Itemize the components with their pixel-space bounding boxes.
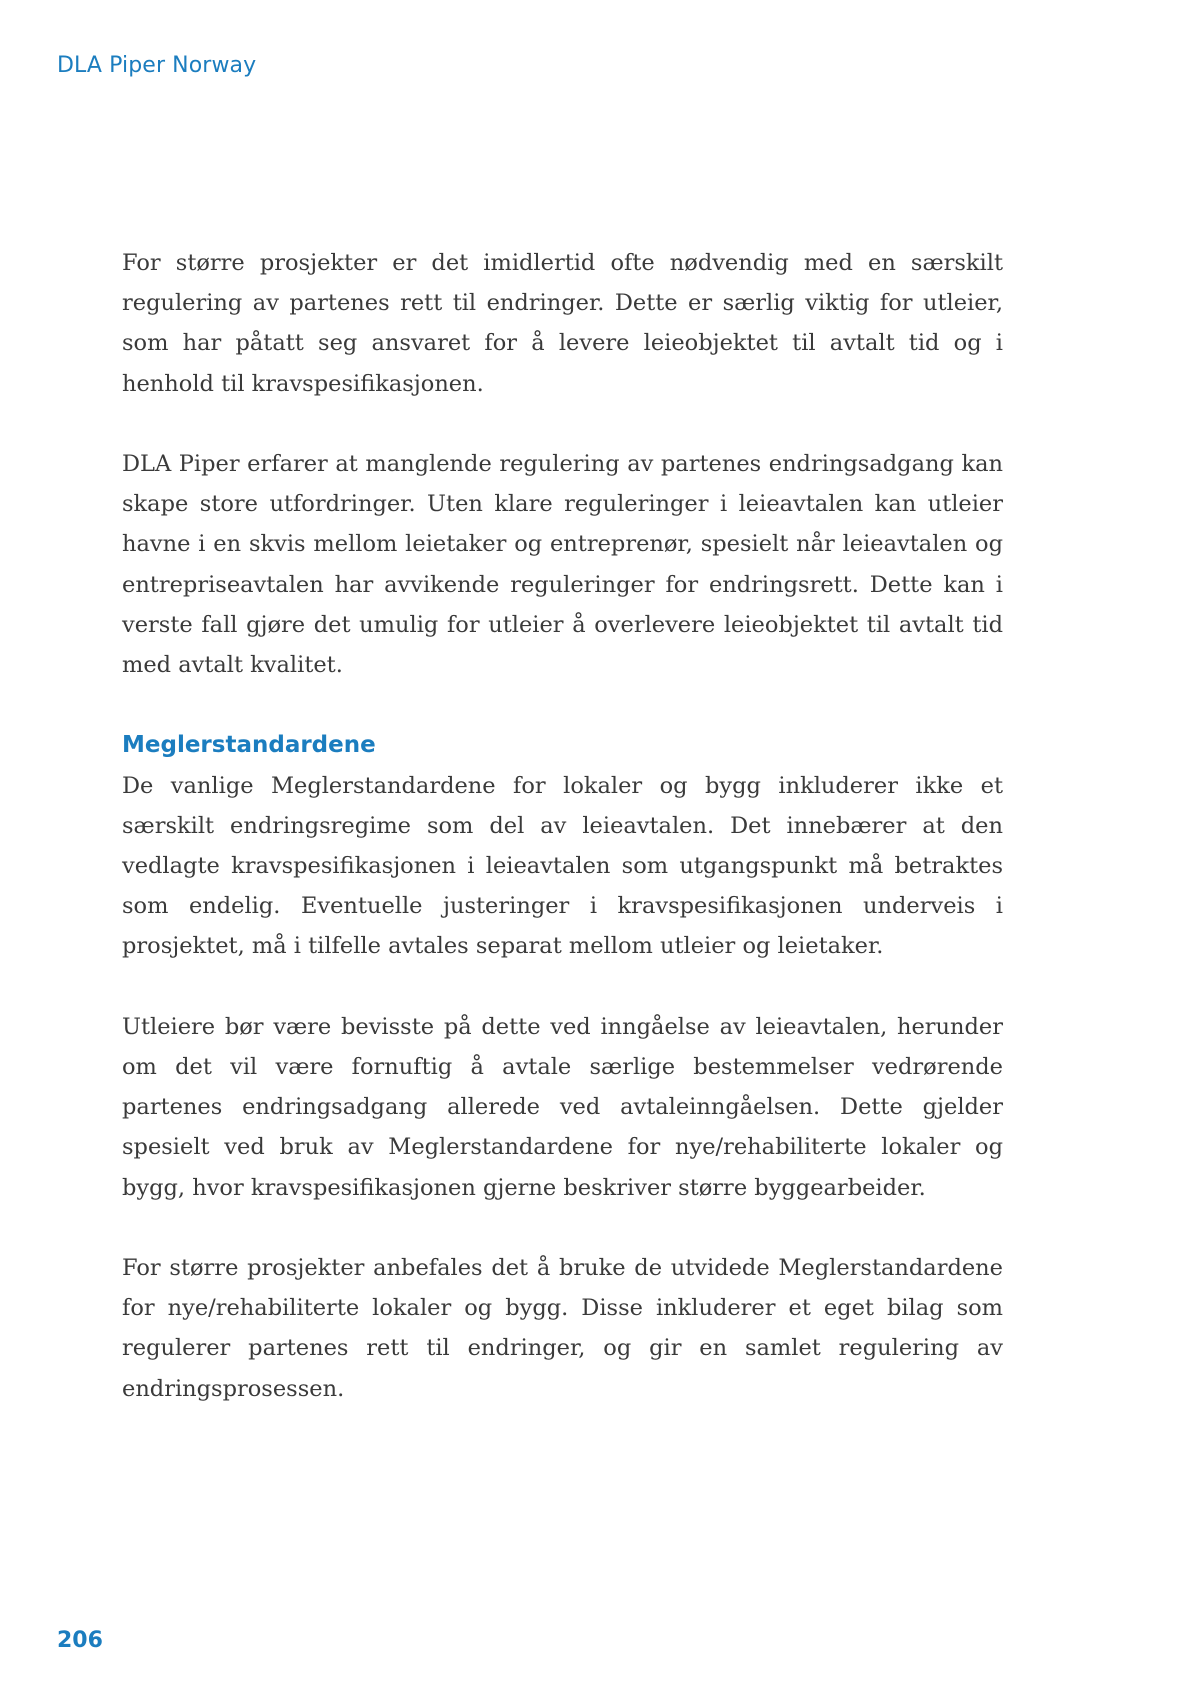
paragraph: For større prosjekter er det imidlertid ofte nødvendig med en særskilt regulering av partenes rett til endringer. Dette er særlig viktig for utleier, som har påtatt seg ansvaret for å levere leieobjektet til avtalt tid og i henhold til kravspesifikasjonen. <box>122 250 1003 397</box>
page-number: 206 <box>57 1628 103 1653</box>
running-header: DLA Piper Norway <box>57 53 257 78</box>
body-text <box>122 243 1003 1449</box>
paragraph: For større prosjekter anbefales det å bruke de utvidede Meglerstandardene for nye/rehabiliterte lokaler og bygg. Disse inkluderer et eget bilag som regulerer partenes rett til endringer, og gir en samlet regulering av endringsprosessen. <box>122 1255 1003 1402</box>
paragraph: DLA Piper erfarer at manglende regulering av partenes endringsadgang kan skape store utfordringer. Uten klare reguleringer i leieavtalen kan utleier havne i en skvis mellom leietaker og entreprenør, spesielt når leieavtalen og entrepriseavtalen har avvikende reguleringer for endringsrett. Dette kan i verste fall gjøre det umulig for utleier å overlevere leieobjektet til avtalt tid med avtalt kvalitet. <box>122 451 1003 679</box>
section-heading: Meglerstandardene <box>122 732 376 759</box>
paragraph: Utleiere bør være bevisste på dette ved inngåelse av leieavtalen, herunder om det vil være fornuftig å avtale særlige bestemmelser vedrørende partenes endringsadgang allerede ved avtaleinngåelsen. Dette gjelder spesielt ved bruk av Meglerstandardene for nye/rehabiliterte lokaler og bygg, hvor kravspesifikasjonen gjerne beskriver større byggearbeider. <box>122 1013 1003 1201</box>
paragraph: De vanlige Meglerstandardene for lokaler og bygg inkluderer ikke et særskilt endringsregime som del av leieavtalen. Det innebærer at den vedlagte kravspesifikasjonen i leieavtalen som utgangspunkt må betraktes som endelig. Eventuelle justeringer i kravspesifikasjonen underveis i prosjektet, må i tilfelle avtales separat mellom utleier og leietaker. <box>122 772 1003 960</box>
